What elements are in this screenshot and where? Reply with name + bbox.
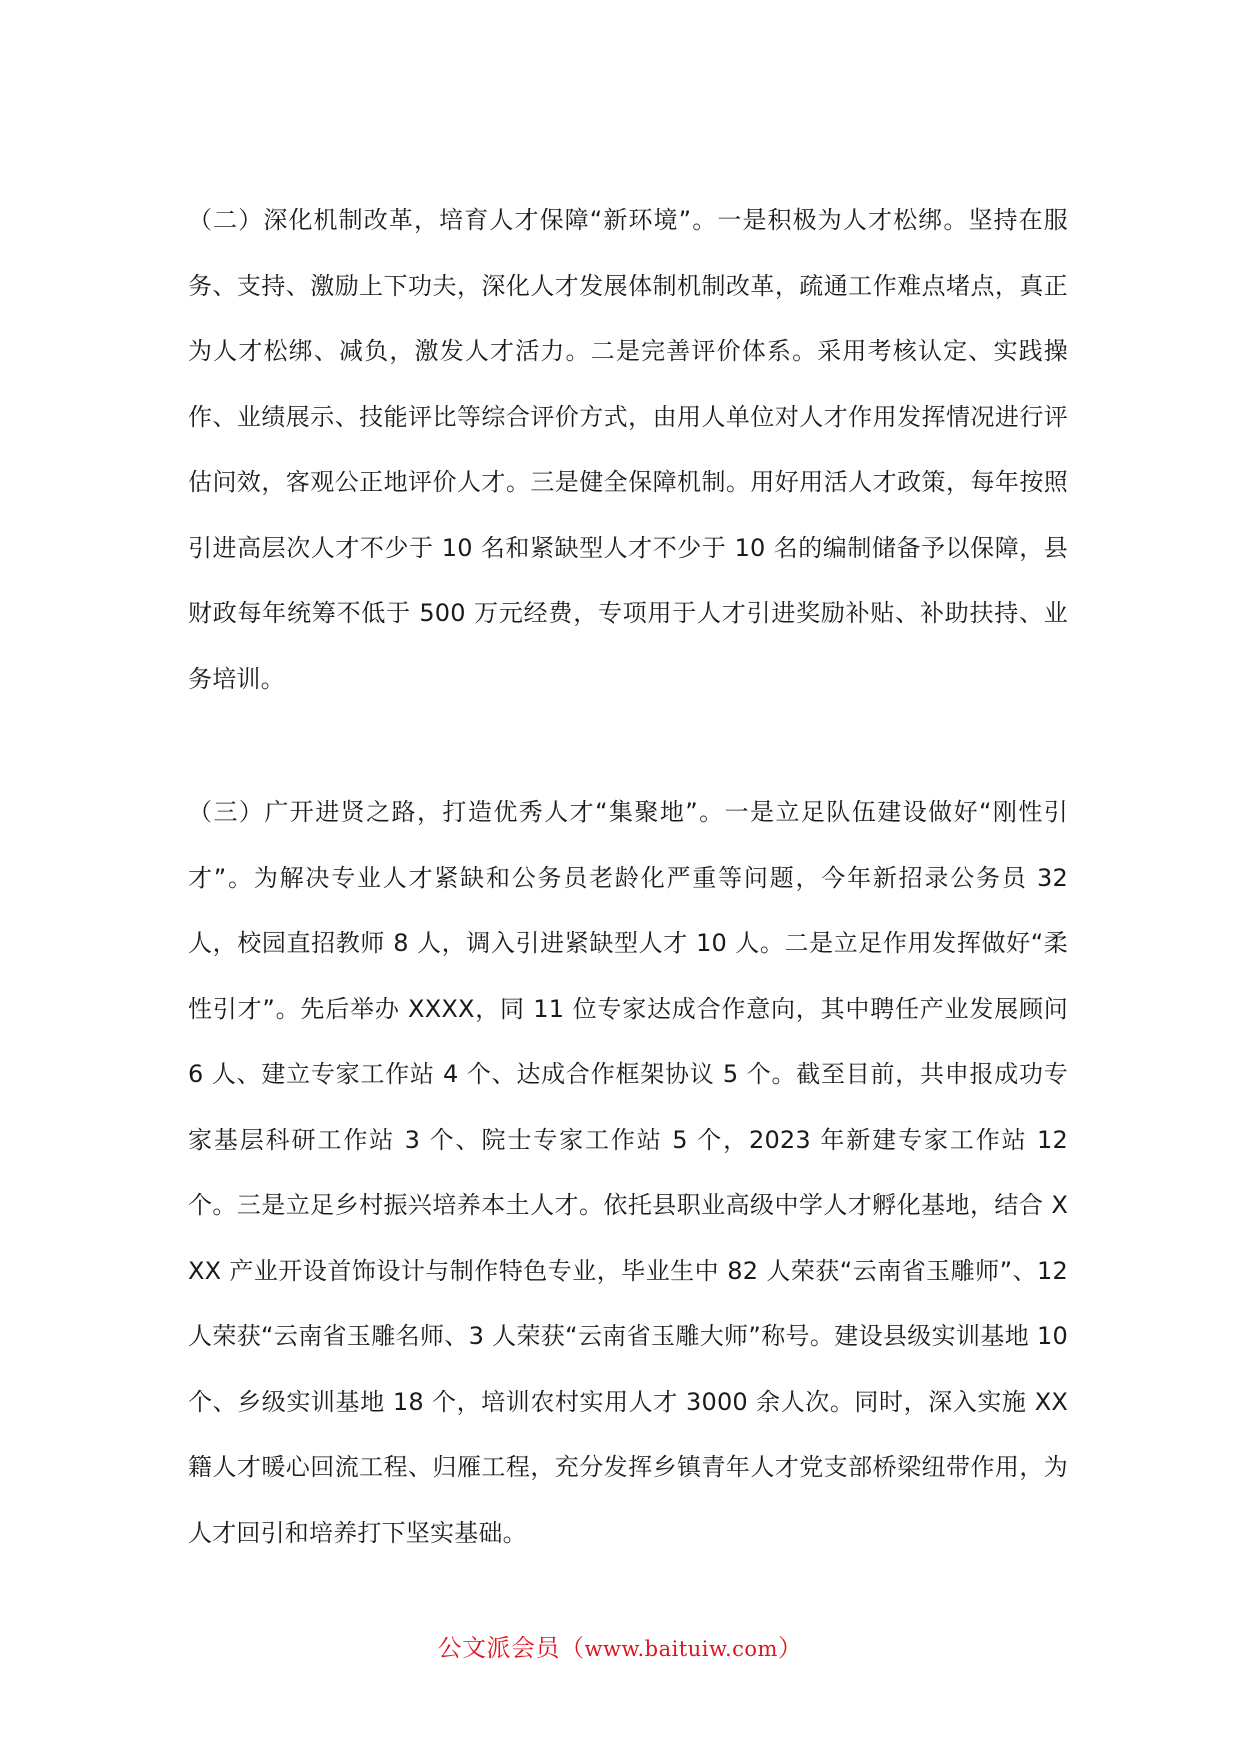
footer-watermark <box>0 1628 1240 1663</box>
paragraph-mechanism-reform: （二）深化机制改革，培育人才保障“新环境”。一是积极为人才松绑。坚持在服务、支持、激励上下功夫，深化人才发展体制机制改革，疏通工作难点堵点，真正为人才松绑、减负，激发人才活力。二是完善评价体系。采用考核认定、实践操作、业绩展示、技能评比等综合评价方式，由用人单位对人才作用发挥情况进行评估问效，客观公正地评价人才。三是健全保障机制。用好用活人才政策，每年按照引进高层次人才不少于 10 名和紧缺型人才不少于 10 名的编制储备予以保障，县财政每年统筹不低于 500 万元经费，专项用于人才引进奖励补贴、补助扶持、业务培训。 <box>188 206 1068 693</box>
footer-suffix: ） <box>777 1634 803 1662</box>
footer-prefix: 公文派会员（ <box>437 1634 585 1662</box>
footer-url[interactable]: www.baituiw.com <box>584 1637 778 1661</box>
paragraph-talent-gathering: （三）广开进贤之路，打造优秀人才“集聚地”。一是立足队伍建设做好“刚性引才”。为解决专业人才紧缺和公务员老龄化严重等问题，今年新招录公务员 32 人，校园直招教师 8 人，调入引进紧缺型人才 10 人。二是立足作用发挥做好“柔性引才”。先后举办 XXXX，同 11 位专家达成合作意向，其中聘任产业发展顾问 6 人、建立专家工作站 4 个、达成合作框架协议 5 个。截至目前，共申报成功专家基层科研工作站 3 个、院士专家工作站 5 个，2023 年新建专家工作站 12 个。三是立足乡村振兴培养本土人才。依托县职业高级中学人才孵化基地，结合 XXX 产业开设首饰设计与制作特色专业，毕业生中 82 人荣获“云南省玉雕师”、12 人荣获“云南省玉雕名师、3 人荣获“云南省玉雕大师”称号。建设县级实训基地 10 个、乡级实训基地 18 个，培训农村实用人才 3000 余人次。同时，深入实施 XX 籍人才暖心回流工程、归雁工程，充分发挥乡镇青年人才党支部桥梁纽带作用，为人才回引和培养打下坚实基础。 <box>188 798 1068 1547</box>
